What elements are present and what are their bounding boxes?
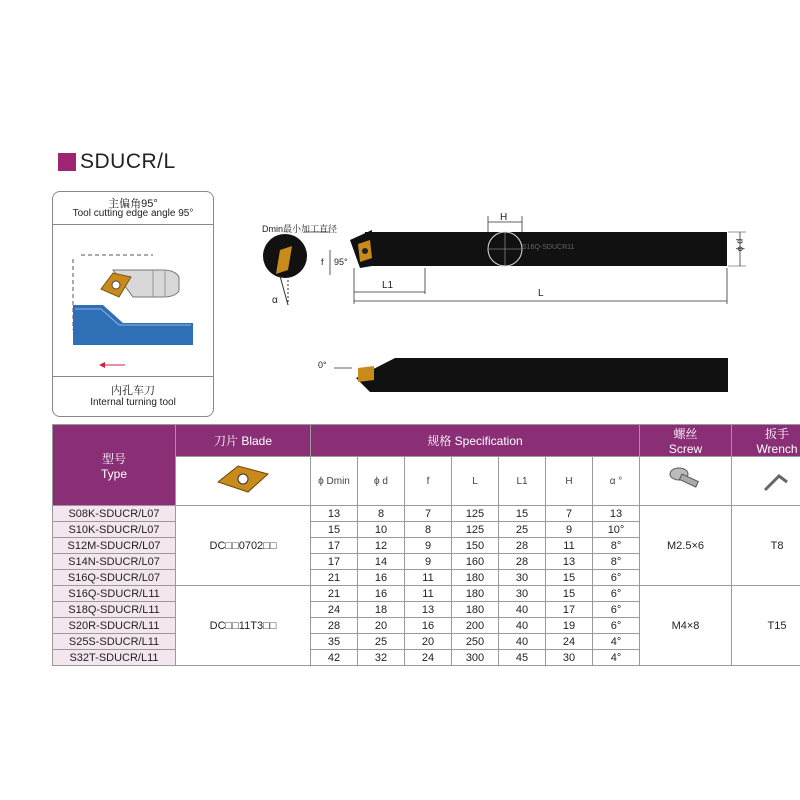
cell: 16 [358, 586, 405, 602]
cell: 24 [311, 602, 358, 618]
cell: 9 [405, 538, 452, 554]
wrench-image [732, 457, 800, 506]
angle-label-cn: 主偏角95° [108, 198, 158, 210]
blade-group2: DC□□11T3□□ [176, 586, 311, 666]
zero-angle-label: 0° [318, 360, 327, 370]
alpha-label: α [272, 295, 278, 306]
cell: 13 [405, 602, 452, 618]
spec-table [52, 424, 800, 666]
type-cell: S20R-SDUCR/L11 [53, 618, 176, 634]
cell: 32 [358, 650, 405, 666]
cell: 6° [593, 586, 640, 602]
cell: 15 [311, 522, 358, 538]
wrench-header-en: Wrench [756, 442, 798, 456]
cell: 14 [358, 554, 405, 570]
l-label: L [538, 288, 544, 299]
screw-header-cn: 螺丝 [673, 427, 698, 441]
l1-label: L1 [382, 280, 394, 291]
cell: 20 [358, 618, 405, 634]
insert-icon [208, 460, 278, 500]
angle-label-en: Tool cutting edge angle 95° [72, 208, 194, 219]
cell: 180 [452, 586, 499, 602]
cell: 6° [593, 602, 640, 618]
wrench-icon [757, 462, 797, 498]
blade-group1: DC□□0702□□ [176, 506, 311, 586]
cell: 15 [546, 570, 593, 586]
cell: 28 [311, 618, 358, 634]
screw-header-en: Screw [668, 442, 703, 456]
cell: 10 [358, 522, 405, 538]
title-text: SDUCR/L [80, 150, 176, 173]
cell: 300 [452, 650, 499, 666]
cell: 9 [546, 522, 593, 538]
type-cell: S12M-SDUCR/L07 [53, 538, 176, 554]
blade-header: 刀片 Blade [176, 425, 311, 457]
screw-group2: M4×8 [640, 586, 732, 666]
cell: 8° [593, 538, 640, 554]
table-row [53, 506, 800, 522]
cell: 4° [593, 650, 640, 666]
angle-95-label: 95° [334, 257, 348, 267]
type-cell: S16Q-SDUCR/L07 [53, 570, 176, 586]
f-label: f [321, 257, 324, 267]
cell: 6° [593, 618, 640, 634]
wrench-header [732, 425, 800, 457]
cell: 17 [311, 554, 358, 570]
phi-d-label: ϕ d [734, 238, 745, 252]
cell: 30 [499, 570, 546, 586]
type-header [53, 425, 176, 506]
cell: 30 [546, 650, 593, 666]
cell: 7 [546, 506, 593, 522]
col-l: L [452, 457, 499, 506]
cell: 35 [311, 634, 358, 650]
cell: 21 [311, 586, 358, 602]
type-cell: S08K-SDUCR/L07 [53, 506, 176, 522]
h-label: H [500, 212, 508, 223]
cell: 180 [452, 602, 499, 618]
screw-group1: M2.5×6 [640, 506, 732, 586]
cell: 6° [593, 570, 640, 586]
cell: 13 [593, 506, 640, 522]
cell: 200 [452, 618, 499, 634]
cell: 150 [452, 538, 499, 554]
cell: 19 [546, 618, 593, 634]
cell: 4° [593, 634, 640, 650]
cell: 8° [593, 554, 640, 570]
type-cell: S16Q-SDUCR/L11 [53, 586, 176, 602]
cell: 40 [499, 634, 546, 650]
cell: 25 [499, 522, 546, 538]
cell: 15 [499, 506, 546, 522]
cell: 17 [546, 602, 593, 618]
cell: 11 [546, 538, 593, 554]
cell: 40 [499, 618, 546, 634]
cell: 42 [311, 650, 358, 666]
cell: 15 [546, 586, 593, 602]
cell: 7 [405, 506, 452, 522]
cell: 13 [546, 554, 593, 570]
cell: 11 [405, 570, 452, 586]
cell: 45 [499, 650, 546, 666]
col-alpha: α ° [593, 457, 640, 506]
cell: 28 [499, 554, 546, 570]
type-cell: S32T-SDUCR/L11 [53, 650, 176, 666]
screw-icon [666, 462, 706, 498]
wrench-group1: T8 [732, 506, 800, 586]
cell: 16 [358, 570, 405, 586]
type-cell: S10K-SDUCR/L07 [53, 522, 176, 538]
cell: 180 [452, 570, 499, 586]
col-dmin: ϕ Dmin [311, 457, 358, 506]
col-f: f [405, 457, 452, 506]
wrench-header-cn: 扳手 [765, 427, 790, 441]
cell: 9 [405, 554, 452, 570]
tool-type-cn: 内孔车刀 [111, 385, 155, 397]
col-d: ϕ d [358, 457, 405, 506]
cell: 12 [358, 538, 405, 554]
type-cell: S25S-SDUCR/L11 [53, 634, 176, 650]
cell: 28 [499, 538, 546, 554]
screw-image [640, 457, 732, 506]
cell: 125 [452, 506, 499, 522]
cell: 24 [405, 650, 452, 666]
tool-type-en: Internal turning tool [90, 397, 176, 408]
cell: 13 [311, 506, 358, 522]
blade-image [176, 457, 311, 506]
cell: 8 [358, 506, 405, 522]
type-cell: S14N-SDUCR/L07 [53, 554, 176, 570]
cell: 11 [405, 586, 452, 602]
screw-header [640, 425, 732, 457]
cell: 21 [311, 570, 358, 586]
dmin-label: Dmin最小加工直径 [262, 224, 338, 234]
col-h: H [546, 457, 593, 506]
cell: 20 [405, 634, 452, 650]
cell: 18 [358, 602, 405, 618]
cell: 250 [452, 634, 499, 650]
cell: 30 [499, 586, 546, 602]
cell: 25 [358, 634, 405, 650]
cell: 16 [405, 618, 452, 634]
type-cell: S18Q-SDUCR/L11 [53, 602, 176, 618]
type-header-en: Type [100, 466, 127, 481]
col-l1: L1 [499, 457, 546, 506]
spec-header: 规格 Specification [311, 425, 640, 457]
cell: 125 [452, 522, 499, 538]
bar-marking: S16Q-SDUCR11 [522, 244, 575, 251]
cell: 17 [311, 538, 358, 554]
cell: 160 [452, 554, 499, 570]
cell: 24 [546, 634, 593, 650]
table-row [53, 586, 800, 602]
cell: 8 [405, 522, 452, 538]
type-header-cn: 型号 [101, 451, 126, 466]
cell: 40 [499, 602, 546, 618]
cell: 10° [593, 522, 640, 538]
wrench-group2: T15 [732, 586, 800, 666]
